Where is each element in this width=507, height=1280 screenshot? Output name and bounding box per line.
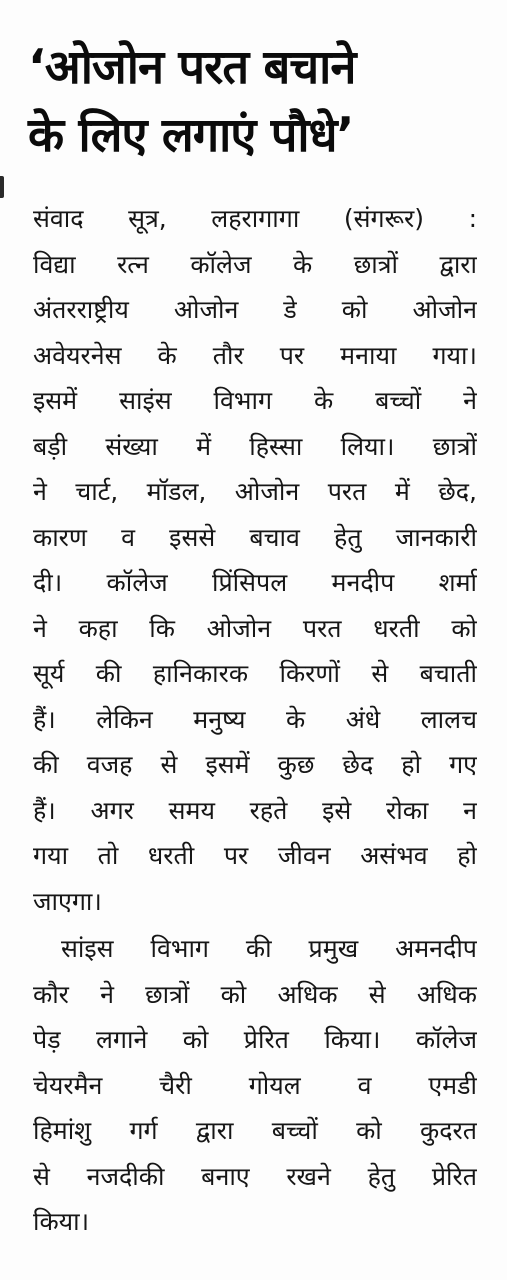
headline-line-2: के लिए लगाएं पौधे’ [28,108,354,163]
article-line: गया तो धरती पर जीवन असंभव हो [33,841,477,870]
article-line: किया। [33,1207,90,1236]
article-line: हिमांशु गर्ग द्वारा बच्चों को कुदरत [33,1116,477,1145]
headline-line-1: ‘ओजोन परत बचाने [28,40,356,95]
article-line: सांइस विभाग की प्रमुख अमनदीप [61,934,477,963]
article-line: पेड़ लगाने को प्रेरित किया। कॉलेज [33,1025,477,1054]
article-line: की वजह से इसमें कुछ छेद हो गए [33,750,477,779]
clipping-edge-mark [0,176,4,198]
article-line: हैं। अगर समय रहते इसे रोका न [33,795,477,825]
article-line: हैं। लेकिन मनुष्य के अंधे लालच [33,704,477,734]
article-line: कारण व इससे बचाव हेतु जानकारी [33,522,477,552]
headline [28,34,498,170]
article-line: कौर ने छात्रों को अधिक से अधिक [33,979,477,1009]
article-line: सूर्य की हानिकारक किरणों से बचाती [33,659,477,688]
article-line: से नजदीकी बनाए रखने हेतु प्रेरित [33,1161,477,1191]
article-line: ने कहा कि ओजोन परत धरती को [33,613,477,643]
article-line: जाएगा। [33,886,102,916]
article-body [33,196,477,1245]
article-line: बड़ी संख्या में हिस्सा लिया। छात्रों [33,431,477,461]
article-line: दी। कॉलेज प्रिंसिपल मनदीप शर्मा [33,568,477,597]
article-line: इसमें साइंस विभाग के बच्चों ने [33,386,477,415]
article-line: ने चार्ट, मॉडल, ओजोन परत में छेद, [33,477,477,506]
article-line: विद्या रत्न कॉलेज के छात्रों द्वारा [33,249,477,279]
article-line: संवाद सूत्र, लहरागागा (संगरूर) : [33,204,477,233]
article-line: चेयरमैन चैरी गोयल व एमडी [33,1070,477,1100]
article-line: अवेयरनेस के तौर पर मनाया गया। [33,340,477,370]
article-line: अंतरराष्ट्रीय ओजोन डे को ओजोन [33,295,477,324]
